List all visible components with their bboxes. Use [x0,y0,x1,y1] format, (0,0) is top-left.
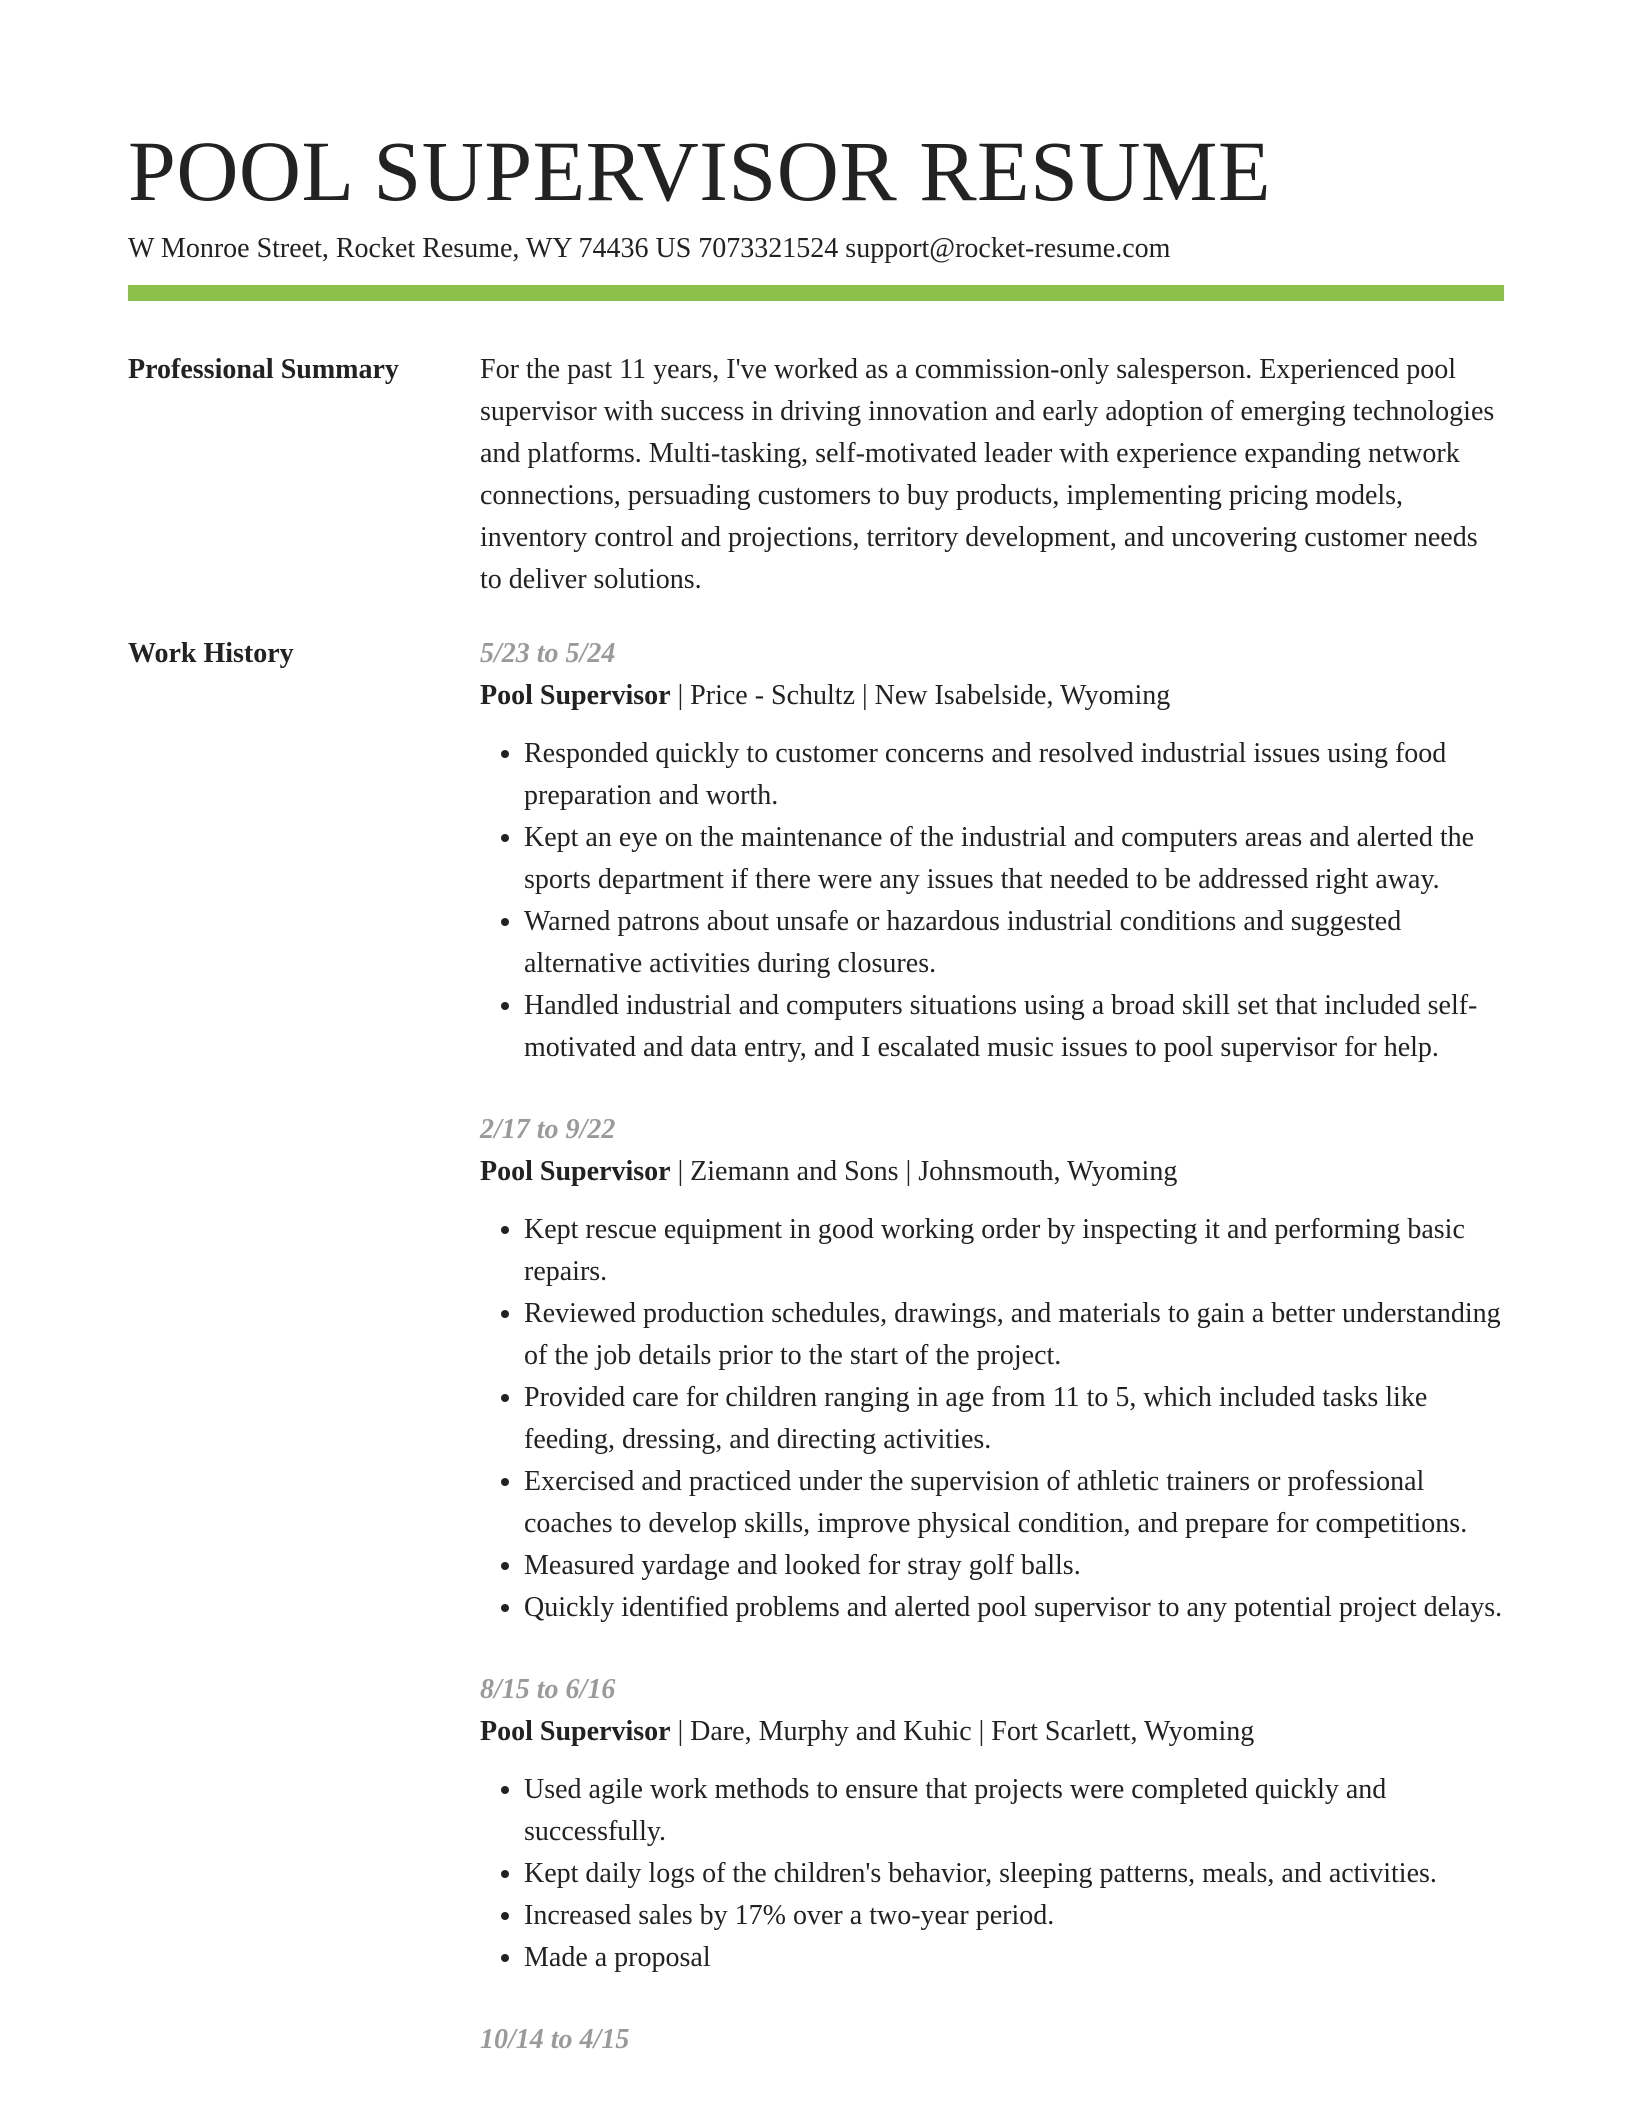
job-bullet-list [480,733,1504,1069]
job-bullet: • Increased sales by 17% over a two-year period. [524,1895,1504,1937]
job-dates: 8/15 to 6/16 [480,1674,616,1705]
job-employer-location: | Dare, Murphy and Kuhic | Fort Scarlett, Wyoming [670,1716,1255,1747]
job-title: Pool Supervisor [480,1156,671,1187]
summary-section [480,349,1504,601]
job-entry [480,633,1504,1069]
job-entry [480,2019,1504,2061]
job-bullet: • Exercised and practiced under the supervision of athletic trainers or professional coaches to develop skills, improve physical condition, and prepare for competitions. [524,1461,1504,1545]
job-header [480,1711,1504,1753]
job-dates: 10/14 to 4/15 [480,2024,630,2055]
job-title: Pool Supervisor [480,680,671,711]
job-bullet-list [480,1769,1504,1979]
contact-line: W Monroe Street, Rocket Resume, WY 74436 US 7073321524 support@rocket-resume.com [128,233,1171,264]
job-employer-location: | Price - Schultz | New Isabelside, Wyoming [670,680,1171,711]
job-bullet: • Quickly identified problems and alerted pool supervisor to any potential project delays. [524,1587,1504,1629]
job-bullet: • Warned patrons about unsafe or hazardous industrial conditions and suggested alternative activities during closures. [524,901,1504,985]
job-bullet: • Used agile work methods to ensure that projects were completed quickly and successfully. [524,1769,1504,1853]
job-employer-location: | Ziemann and Sons | Johnsmouth, Wyoming [670,1156,1178,1187]
job-entry [480,1669,1504,1979]
job-dates: 2/17 to 9/22 [480,1114,616,1145]
job-bullet: • Kept daily logs of the children's behavior, sleeping patterns, meals, and activities. [524,1853,1504,1895]
job-header [480,1151,1504,1193]
job-bullet: • Made a proposal [524,1937,1504,1979]
summary-section-label: Professional Summary [128,354,399,385]
resume-title: POOL SUPERVISOR RESUME [128,123,1272,219]
accent-divider [128,285,1504,301]
summary-text: For the past 11 years, I've worked as a commission-only salesperson. Experienced pool supervisor with success in driving innovation and early adoption of emerging technologies and platforms. Multi-tasking, self-motivated leader with experience expanding network connections, persuading customers to buy products, implementing pricing models, inventory control and projections, territory development, and uncovering customer needs to deliver solutions. [480,354,1495,595]
job-bullet-list [480,1209,1504,1629]
job-bullet: • Responded quickly to customer concerns and resolved industrial issues using food preparation and worth. [524,733,1504,817]
resume-page [128,0,1504,2112]
job-dates: 5/23 to 5/24 [480,638,616,669]
job-bullet: • Measured yardage and looked for stray golf balls. [524,1545,1504,1587]
job-header [480,675,1504,717]
work-history-section [480,633,1504,2061]
job-bullet: • Reviewed production schedules, drawings, and materials to gain a better understanding of the job details prior to the start of the project. [524,1293,1504,1377]
job-bullet: • Provided care for children ranging in age from 11 to 5, which included tasks like feeding, dressing, and directing activities. [524,1377,1504,1461]
work-history-section-label: Work History [128,638,294,669]
job-bullet: • Handled industrial and computers situations using a broad skill set that included self-motivated and data entry, and I escalated music issues to pool supervisor for help. [524,985,1504,1069]
job-entry [480,1109,1504,1629]
job-title: Pool Supervisor [480,1716,671,1747]
job-bullet: • Kept an eye on the maintenance of the industrial and computers areas and alerted the sports department if there were any issues that needed to be addressed right away. [524,817,1504,901]
job-bullet: • Kept rescue equipment in good working order by inspecting it and performing basic repairs. [524,1209,1504,1293]
